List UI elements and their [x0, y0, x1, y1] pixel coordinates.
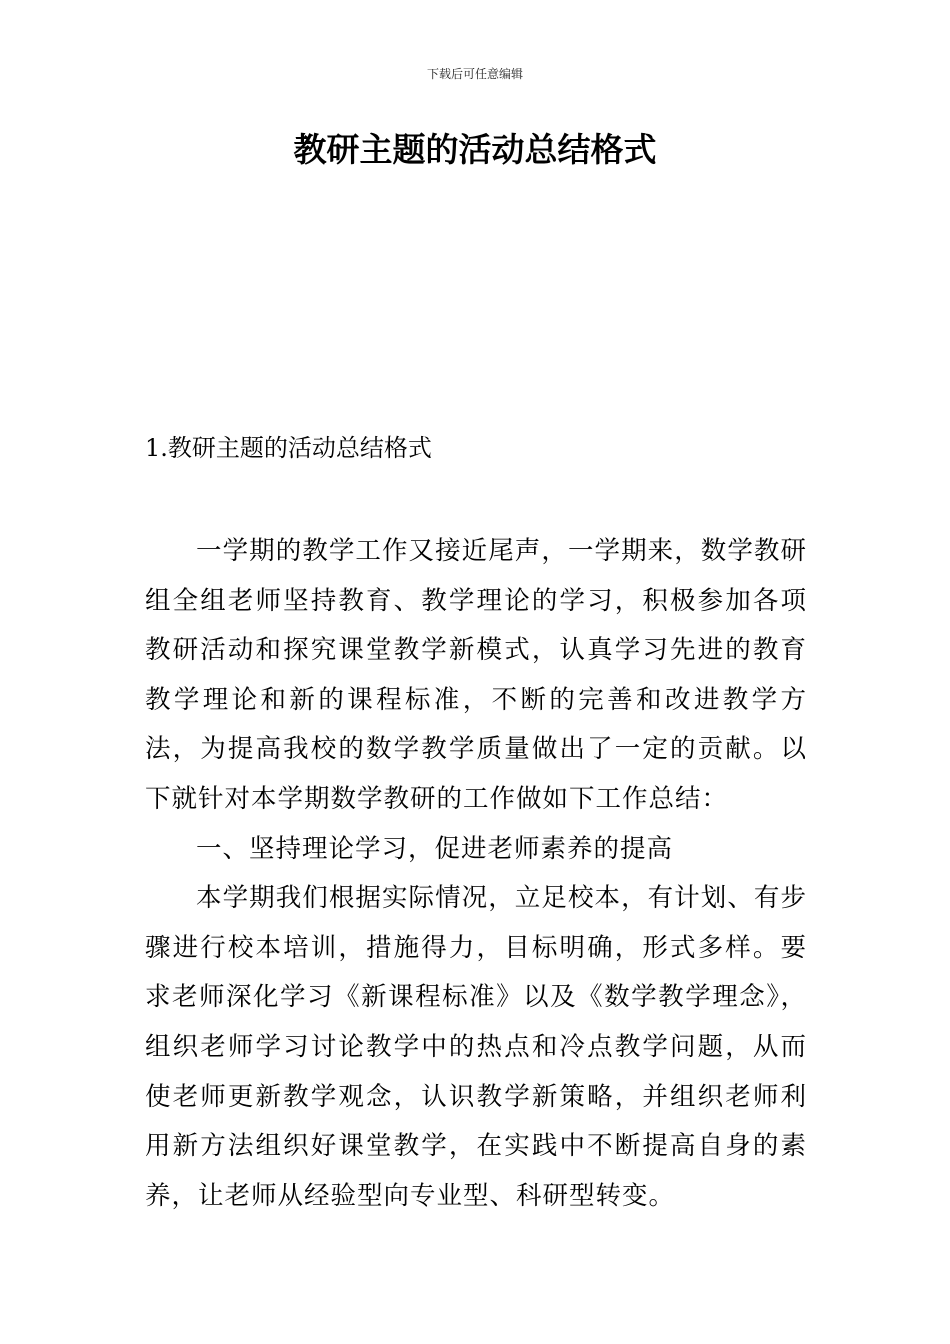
document-body: [145, 527, 807, 1221]
subsection-heading: 一、坚持理论学习，促进老师素养的提高: [196, 833, 674, 864]
intro-paragraph: 一学期的教学工作又接近尾声，一学期来，数学教研组全组老师坚持教育、教学理论的学习，积极参加各项教研活动和探究课堂教学新模式，认真学习先进的教育教学理论和新的课程标准，不断的完善和改进教学方法，为提高我校的数学教学质量做出了一定的贡献。以下就针对本学期数学教研的工作做如下工作总结：: [145, 536, 807, 814]
download-note: 下载后可任意编辑: [426, 67, 523, 81]
document-title: 教研主题的活动总结格式: [293, 130, 657, 169]
section-heading: 1.教研主题的活动总结格式: [145, 434, 432, 462]
body-paragraph: 本学期我们根据实际情况，立足校本，有计划、有步骤进行校本培训，措施得力，目标明确，形式多样。要求老师深化学习《新课程标准》以及《数学教学理念》，组织老师学习讨论教学中的热点和冷点教学问题，从而使老师更新教学观念，认识教学新策略，并组织老师利用新方法组织好课堂教学，在实践中不断提高自身的素养，让老师从经验型向专业型、科研型转变。: [145, 883, 807, 1211]
